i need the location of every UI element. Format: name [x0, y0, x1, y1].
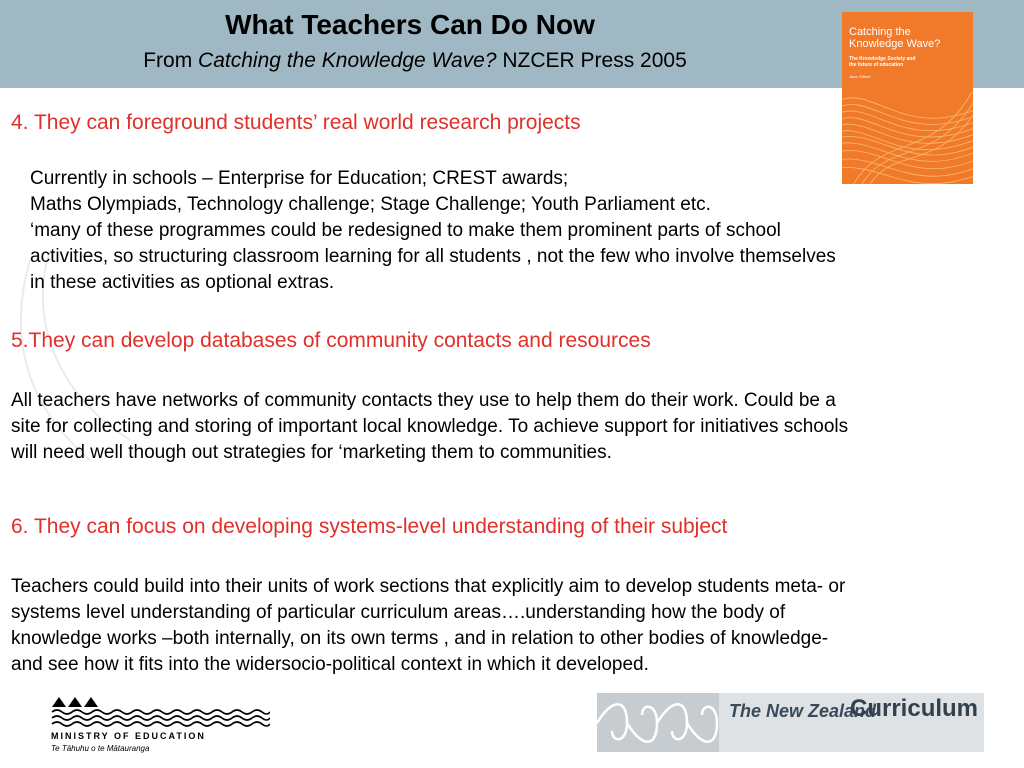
page-title: What Teachers Can Do Now — [225, 9, 595, 40]
curriculum-prefix: The New Zealand — [729, 701, 877, 721]
section-6-line: Teachers could build into their units of work sections that explicitly aim to develop students meta- or — [11, 576, 846, 597]
section-4-line: in these activities as optional extras. — [30, 272, 335, 293]
subtitle-press: NZCER Press 2005 — [502, 49, 687, 72]
book-cover-image — [842, 12, 973, 184]
book-cover-title: Catching the Knowledge Wave? — [849, 26, 941, 50]
section-6-line: and see how it fits into the widersocio-political context in which it developed. — [11, 654, 649, 675]
section-4-line: Maths Olympiads, Technology challenge; Stage Challenge; Youth Parliament etc. — [30, 194, 711, 215]
nz-curriculum-banner — [597, 693, 984, 752]
subtitle-from: From — [143, 49, 193, 72]
section-6-line: knowledge works –both internally, on its own terms , and in relation to other bodies of knowledge- — [11, 628, 829, 649]
section-6-heading: 6. They can focus on developing systems-level understanding of their subject — [11, 515, 728, 538]
book-cover-subtitle: The Knowledge Society and the future of education — [849, 56, 916, 68]
section-4-body — [30, 166, 836, 296]
section-6-body — [11, 574, 845, 678]
page-subtitle — [0, 48, 830, 74]
section-6-line: systems level understanding of particular curriculum areas….understanding how the body of — [11, 602, 786, 623]
ministry-logo-icon — [50, 697, 270, 729]
section-4-line: Currently in schools – Enterprise for Education; CREST awards; — [30, 168, 569, 189]
kowhaiwhai-pattern — [597, 693, 719, 752]
ministry-name: MINISTRY OF EDUCATION — [51, 731, 206, 741]
ministry-maori-name: Te Tāhuhu o te Mātauranga — [51, 744, 150, 753]
section-5-heading: 5.They can develop databases of community contacts and resources — [11, 329, 651, 352]
section-5-line: site for collecting and storing of important local knowledge. To achieve support for initiatives schools — [11, 416, 849, 437]
subtitle-book-title: Catching the Knowledge Wave? — [198, 49, 497, 72]
ministry-of-education-logo — [50, 697, 270, 757]
curriculum-word: Curriculum — [850, 695, 979, 722]
section-5-body — [11, 388, 848, 466]
section-4-line: ‘many of these programmes could be redesigned to make them prominent parts of school — [30, 220, 781, 241]
book-cover-author: Jane Gilbert — [849, 74, 871, 79]
section-5-line: will need well though out strategies for ‘marketing them to communities. — [11, 442, 612, 463]
section-4-line: activities, so structuring classroom learning for all students , not the few who involve themselves — [30, 246, 836, 267]
section-5-line: All teachers have networks of community contacts they use to help them do their work. Could be a — [11, 390, 836, 411]
section-4-heading: 4. They can foreground students’ real world research projects — [11, 111, 581, 134]
